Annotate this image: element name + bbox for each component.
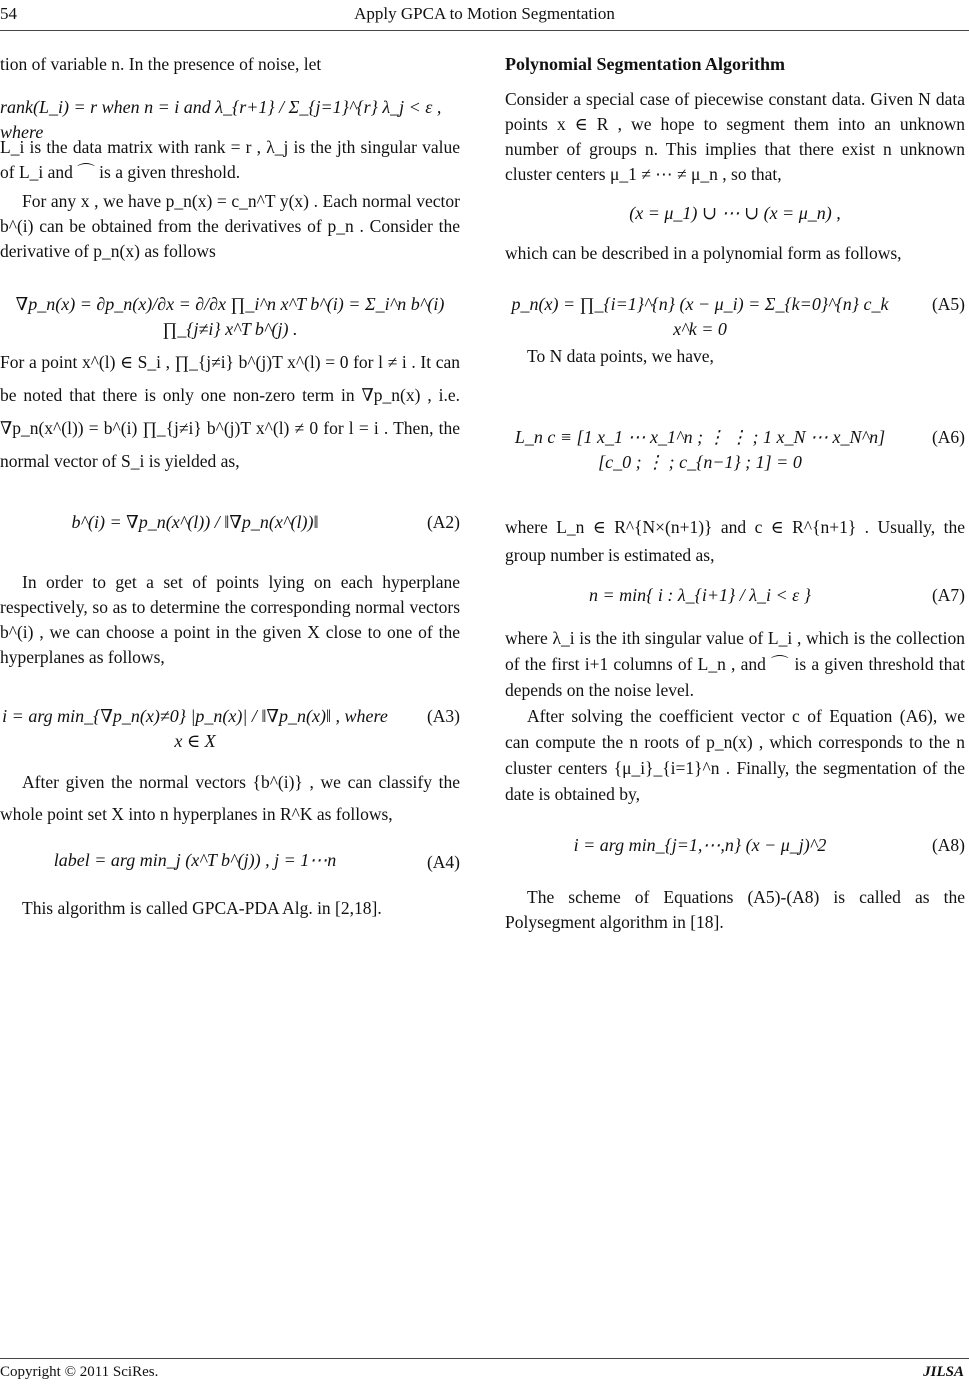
equation-a8: i = arg min_{j=1,⋯,n} (x − μ_j)^2 (A8) — [573, 835, 965, 855]
paragraph: In order to get a set of points lying on each hyperplane respectively, so as to determine the corresponding normal vectors b^(i) , we can choose a point in the given X close to one of the hyperplanes as follows, — [0, 572, 460, 667]
paragraph: After solving the coefficient vector c of Equation (A6), we can compute the n roots of p_n(x) , which corresponds to the n cluster centers {μ_i}_{i=1}^n . Finally, the segmentation of the date is obtained by, — [505, 706, 965, 804]
equation-a5: p_n(x) = ∏_{i=1}^{n} (x − μ_i) = Σ_{k=0}^{n} c_k x^k = 0 (A5) — [511, 294, 965, 339]
paragraph: This algorithm is called GPCA-PDA Alg. in [2,18]. — [22, 898, 382, 918]
paragraph: which can be described in a polynomial form as follows, — [505, 243, 902, 263]
paragraph: where L_n ∈ R^{N×(n+1)} and c ∈ R^{n+1} . Usually, the group number is estimated as, — [505, 517, 965, 565]
paragraph: For any x , we have p_n(x) = c_n^T y(x) . Each normal vector b^(i) can be obtained from the derivatives of p_n . Consider the derivative of p_n(x) as follows — [0, 191, 460, 261]
paragraph: To N data points, we have, — [527, 346, 714, 366]
equation-a6: L_n c ≡ [1 x_1 ⋯ x_1^n ; ⋮ ⋮ ; 1 x_N ⋯ x_N^n] [c_0 ; ⋮ ; c_{n−1} ; 1] = 0 (A6) — [514, 427, 965, 472]
section-title: Polynomial Segmentation Algorithm — [505, 54, 785, 74]
equation-condition: rank(L_i) = r when n = i and λ_{r+1} / Σ_{j=1}^{r} λ_j < ε , where — [0, 97, 442, 142]
footer-rule — [0, 1358, 969, 1359]
equation-a3: i = arg min_{∇p_n(x)≠0} |p_n(x)| / ‖∇p_n(x)‖ , where x ∈ X (A3) — [2, 706, 460, 751]
copyright: Copyright © 2011 SciRes. — [0, 1364, 159, 1380]
equation-a2: b^(i) = ∇p_n(x^(l)) / ‖∇p_n(x^(l))‖ (A2) — [71, 512, 460, 532]
equation-a7: n = min{ i : λ_{i+1} / λ_i < ε } (A7) — [589, 585, 965, 605]
running-title: Apply GPCA to Motion Segmentation — [354, 4, 615, 23]
journal-name: JILSA — [923, 1364, 964, 1380]
equation-gradient: ∇p_n(x) = ∂p_n(x)/∂x = ∂/∂x ∏_i^n x^T b^(i) = Σ_i^n b^(i) ∏_{j≠i} x^T b^(j) . — [15, 294, 445, 339]
left-column — [0, 52, 460, 921]
paragraph: For a point x^(l) ∈ S_i , ∏_{j≠i} b^(j)T x^(l) = 0 for l ≠ i . It can be noted that there is only one non-zero term in ∇p_n(x) , i.e. ∇p_n(x^(l)) = b^(i) ∏_{j≠i} b^(j)T x^(l) ≠ 0 for l = i . Then, the normal vector of S_i is yielded as, — [0, 352, 460, 471]
equation-a4: label = arg min_j (x^T b^(j)) , j = 1⋯n (A4) — [53, 850, 460, 872]
paragraph: tion of variable n. In the presence of noise, let — [0, 54, 322, 74]
paragraph: The scheme of Equations (A5)-(A8) is called as the Polysegment algorithm in [18]. — [505, 887, 965, 932]
paragraph: After given the normal vectors {b^(i)} , we can classify the whole point set X into n hyperplanes in R^K as follows, — [0, 772, 460, 824]
paragraph: L_i is the data matrix with rank = r , λ_j is the jth singular value of L_i and ⌒ is a given threshold. — [0, 137, 460, 182]
equation-union: (x = μ_1) ∪ ⋯ ∪ (x = μ_n) , — [629, 203, 841, 223]
right-column — [505, 52, 965, 935]
paragraph: where λ_i is the ith singular value of L_i , which is the collection of the first i+1 columns of L_n , and ⌒ is a given threshold that depends on the noise level. — [505, 628, 965, 700]
paragraph: Consider a special case of piecewise constant data. Given N data points x ∈ R , we hope to segment them into an unknown number of groups n. This implies that there exist n unknown cluster centers μ_1 ≠ ⋯ ≠ μ_n , so that, — [505, 89, 965, 184]
header-rule — [0, 30, 969, 31]
page-number: 54 — [0, 4, 17, 23]
